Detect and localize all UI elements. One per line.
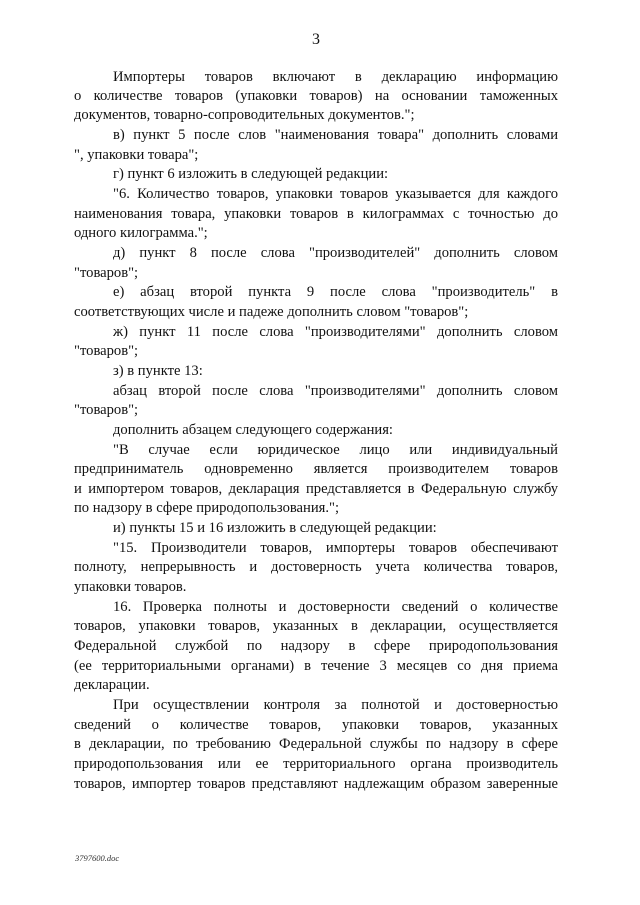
text-line: Федеральной службой по надзору в сфере природопользования xyxy=(74,638,558,654)
text-line: предприниматель одновременно является производителем товаров xyxy=(74,461,558,477)
text-line: товаров, упаковки товаров, указанных в декларации, осуществляется xyxy=(74,618,558,634)
text-line: товаров, импортер товаров представляют надлежащим образом заверенные xyxy=(74,776,558,792)
text-line: "товаров"; xyxy=(74,265,139,281)
text-line: сведений о количестве товаров, упаковки товаров, указанных xyxy=(74,717,558,733)
text-line: дополнить абзацем следующего содержания: xyxy=(113,422,393,438)
text-line: по надзору в сфере природопользования."; xyxy=(74,500,340,516)
text-line: г) пункт 6 изложить в следующей редакции: xyxy=(113,166,389,182)
text-line: о количестве товаров (упаковки товаров) на основании таможенных xyxy=(74,88,558,104)
text-line: полноту, непрерывность и достоверность учета количества товаров, xyxy=(74,559,558,575)
text-line: наименования товара, упаковки товаров в килограммах с точностью до xyxy=(74,206,558,222)
text-line: "6. Количество товаров, упаковки товаров указывается для каждого xyxy=(113,186,558,202)
text-line: д) пункт 8 после слова "производителей" дополнить словом xyxy=(113,245,558,261)
text-line: "15. Производители товаров, импортеры товаров обеспечивают xyxy=(113,540,558,556)
text-line: упаковки товаров. xyxy=(74,579,187,595)
text-line: ", упаковки товара"; xyxy=(74,147,199,163)
text-line: "товаров"; xyxy=(74,343,139,359)
text-line: соответствующих числе и падеже дополнить словом "товаров"; xyxy=(74,304,469,320)
text-line: документов, товарно-сопроводительных документов."; xyxy=(74,107,415,123)
text-line: одного килограмма."; xyxy=(74,225,208,241)
text-line: з) в пункте 13: xyxy=(113,363,203,379)
text-line: природопользования или ее территориального органа производитель xyxy=(74,756,558,772)
text-line: ж) пункт 11 после слова "производителями" дополнить словом xyxy=(113,324,558,340)
text-line: в декларации, по требованию Федеральной службы по надзору в сфере xyxy=(74,736,558,752)
text-line: и импортером товаров, декларация представляется в Федеральную службу xyxy=(74,481,558,497)
text-line: е) абзац второй пункта 9 после слова "производитель" в xyxy=(113,284,558,300)
text-line: в) пункт 5 после слов "наименования товара" дополнить словами xyxy=(113,127,558,143)
text-line: "В случае если юридическое лицо или индивидуальный xyxy=(113,442,558,458)
text-line: Импортеры товаров включают в декларацию информацию xyxy=(113,69,558,85)
document-code: 3797600.doc xyxy=(75,853,120,863)
text-line: "товаров"; xyxy=(74,402,139,418)
text-line: При осуществлении контроля за полнотой и достоверностью xyxy=(113,697,558,713)
page-number: 3 xyxy=(312,31,320,48)
text-line: и) пункты 15 и 16 изложить в следующей редакции: xyxy=(113,520,437,536)
text-line: абзац второй после слова "производителями" дополнить словом xyxy=(113,383,558,399)
text-line: (ее территориальными органами) в течение 3 месяцев со дня приема xyxy=(74,658,558,674)
text-line: декларации. xyxy=(74,677,150,693)
text-line: 16. Проверка полноты и достоверности сведений о количестве xyxy=(113,599,558,615)
